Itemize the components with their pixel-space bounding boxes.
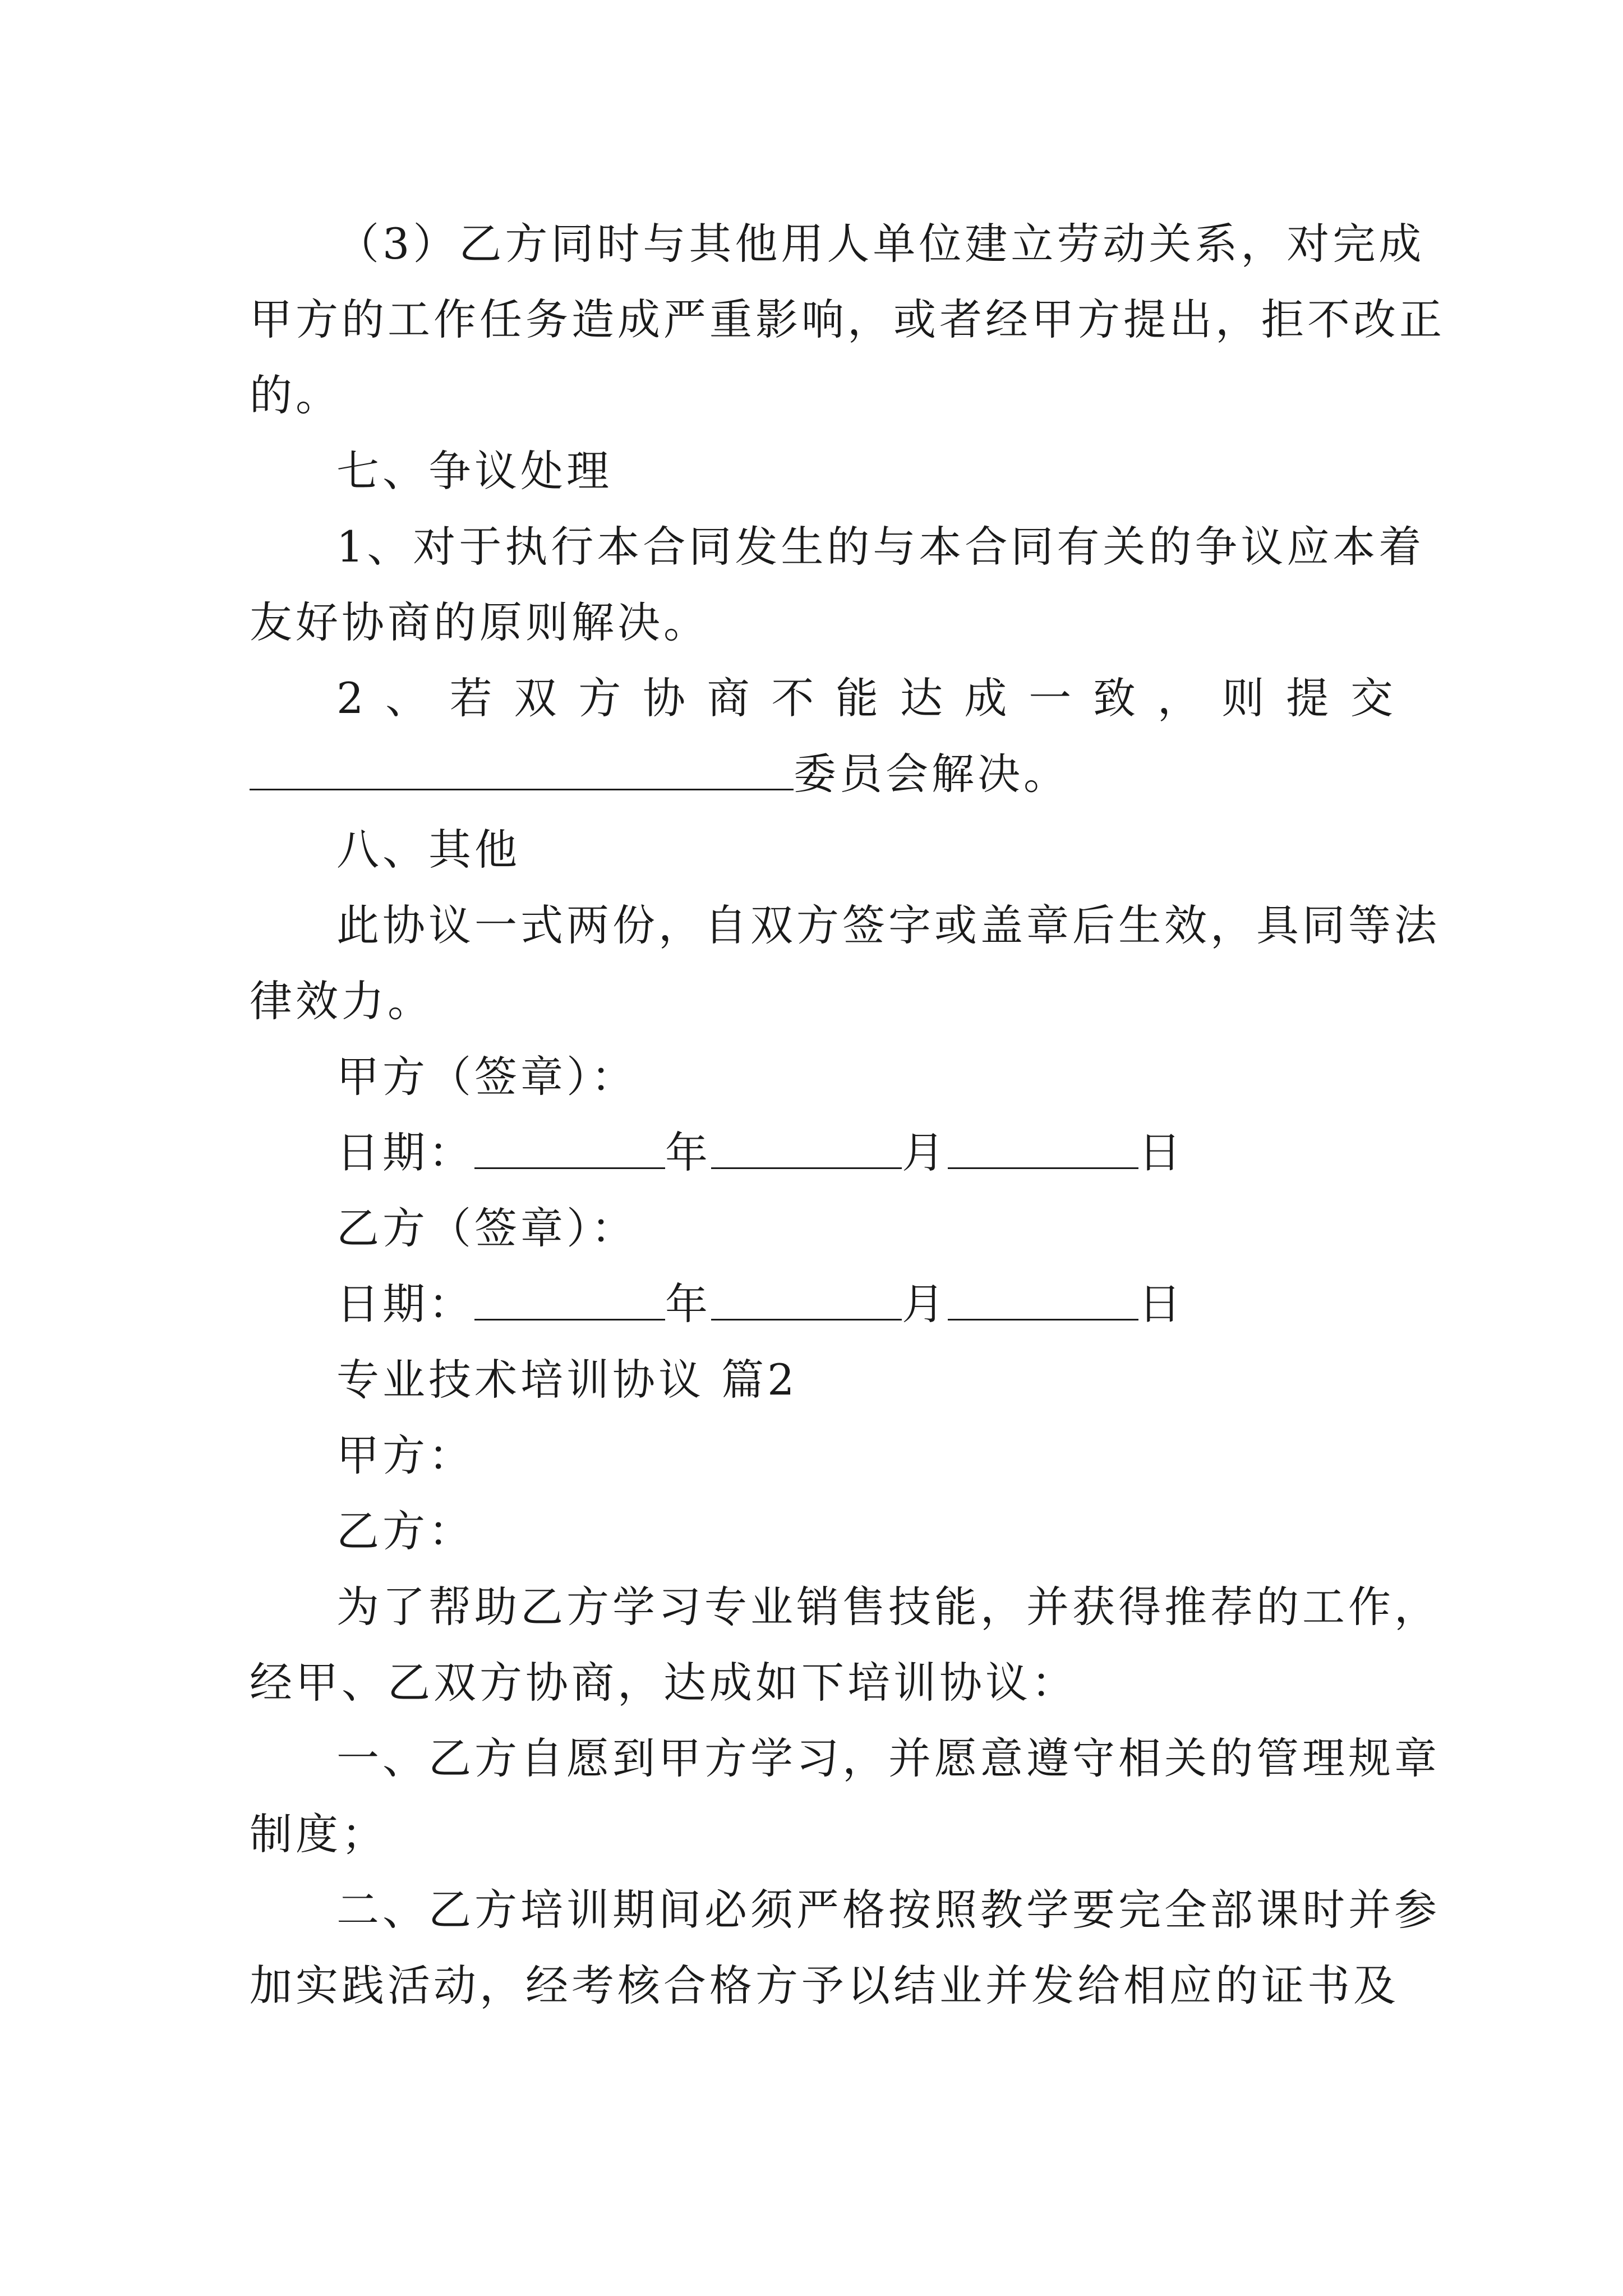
char: 交: [1350, 673, 1396, 723]
paragraph-line: （3）乙方同时与其他用人单位建立劳动关系，对完成: [336, 219, 1425, 269]
year-label: 年: [665, 1279, 711, 1329]
day-field[interactable]: [948, 1119, 1138, 1169]
char: 成: [964, 673, 1011, 723]
committee-text: 委员会解决。: [794, 749, 1069, 799]
year-field[interactable]: [474, 1271, 665, 1320]
char: 双: [514, 673, 560, 723]
date-line-b: [336, 1271, 1184, 1338]
paragraph-line: 二、乙方培训期间必须严格按照教学要完全部课时并参: [336, 1885, 1440, 1935]
paragraph-line: 1、对于执行本合同发生的与本合同有关的争议应本着: [336, 522, 1425, 572]
paragraph-line: 经甲、乙双方协商，达成如下培训协议：: [250, 1658, 1077, 1708]
date-label: 日期：: [336, 1128, 474, 1177]
year-label: 年: [665, 1128, 711, 1177]
month-field[interactable]: [711, 1271, 902, 1320]
day-field[interactable]: [948, 1271, 1138, 1320]
char: ，: [1157, 673, 1204, 723]
char: 方: [578, 673, 625, 723]
committee-line: [250, 740, 1069, 808]
day-label: 日: [1138, 1128, 1184, 1177]
date-label: 日期：: [336, 1279, 474, 1329]
month-field[interactable]: [711, 1119, 902, 1169]
char: 致: [1092, 673, 1139, 723]
section-title: 专业技术培训协议 篇2: [336, 1355, 798, 1405]
char: 提: [1286, 673, 1332, 723]
paragraph-line: 此协议一式两份，自双方签字或盖章后生效，具同等法: [336, 900, 1440, 950]
blank-field[interactable]: [250, 740, 794, 790]
day-label: 日: [1138, 1279, 1184, 1329]
char: 商: [707, 673, 753, 723]
paragraph-line: 友好协商的原则解决。: [250, 597, 709, 647]
justified-line: [336, 665, 1396, 732]
month-label: 月: [902, 1279, 948, 1329]
char: 一: [1029, 673, 1075, 723]
char: 、: [385, 673, 432, 723]
paragraph-line: 一、乙方自愿到甲方学习，并愿意遵守相关的管理规章: [336, 1733, 1440, 1783]
year-field[interactable]: [474, 1119, 665, 1169]
char: 不: [771, 673, 818, 723]
section-heading: 七、争议处理: [336, 446, 612, 496]
paragraph-line: 的。: [250, 370, 342, 420]
party-a-label: 甲方：: [336, 1430, 474, 1480]
char: 若: [449, 673, 496, 723]
party-b-signature: 乙方（签章）：: [336, 1203, 637, 1253]
date-line-a: [336, 1119, 1184, 1186]
party-b-label: 乙方：: [336, 1506, 474, 1556]
char: 达: [900, 673, 946, 723]
party-a-signature: 甲方（签章）：: [336, 1052, 637, 1102]
char: 能: [836, 673, 882, 723]
paragraph-line: 加实践活动，经考核合格方予以结业并发给相应的证书及: [250, 1961, 1399, 2010]
char: 协: [642, 673, 689, 723]
paragraph-line: 为了帮助乙方学习专业销售技能，并获得推荐的工作，: [336, 1582, 1440, 1632]
month-label: 月: [902, 1128, 948, 1177]
paragraph-line: 甲方的工作任务造成严重影响，或者经甲方提出，拒不改正: [250, 295, 1445, 344]
char: 则: [1221, 673, 1268, 723]
paragraph-line: 律效力。: [250, 976, 434, 1026]
char: 2: [336, 673, 367, 723]
paragraph-line: 制度；: [250, 1809, 388, 1859]
section-heading: 八、其他: [336, 825, 520, 875]
